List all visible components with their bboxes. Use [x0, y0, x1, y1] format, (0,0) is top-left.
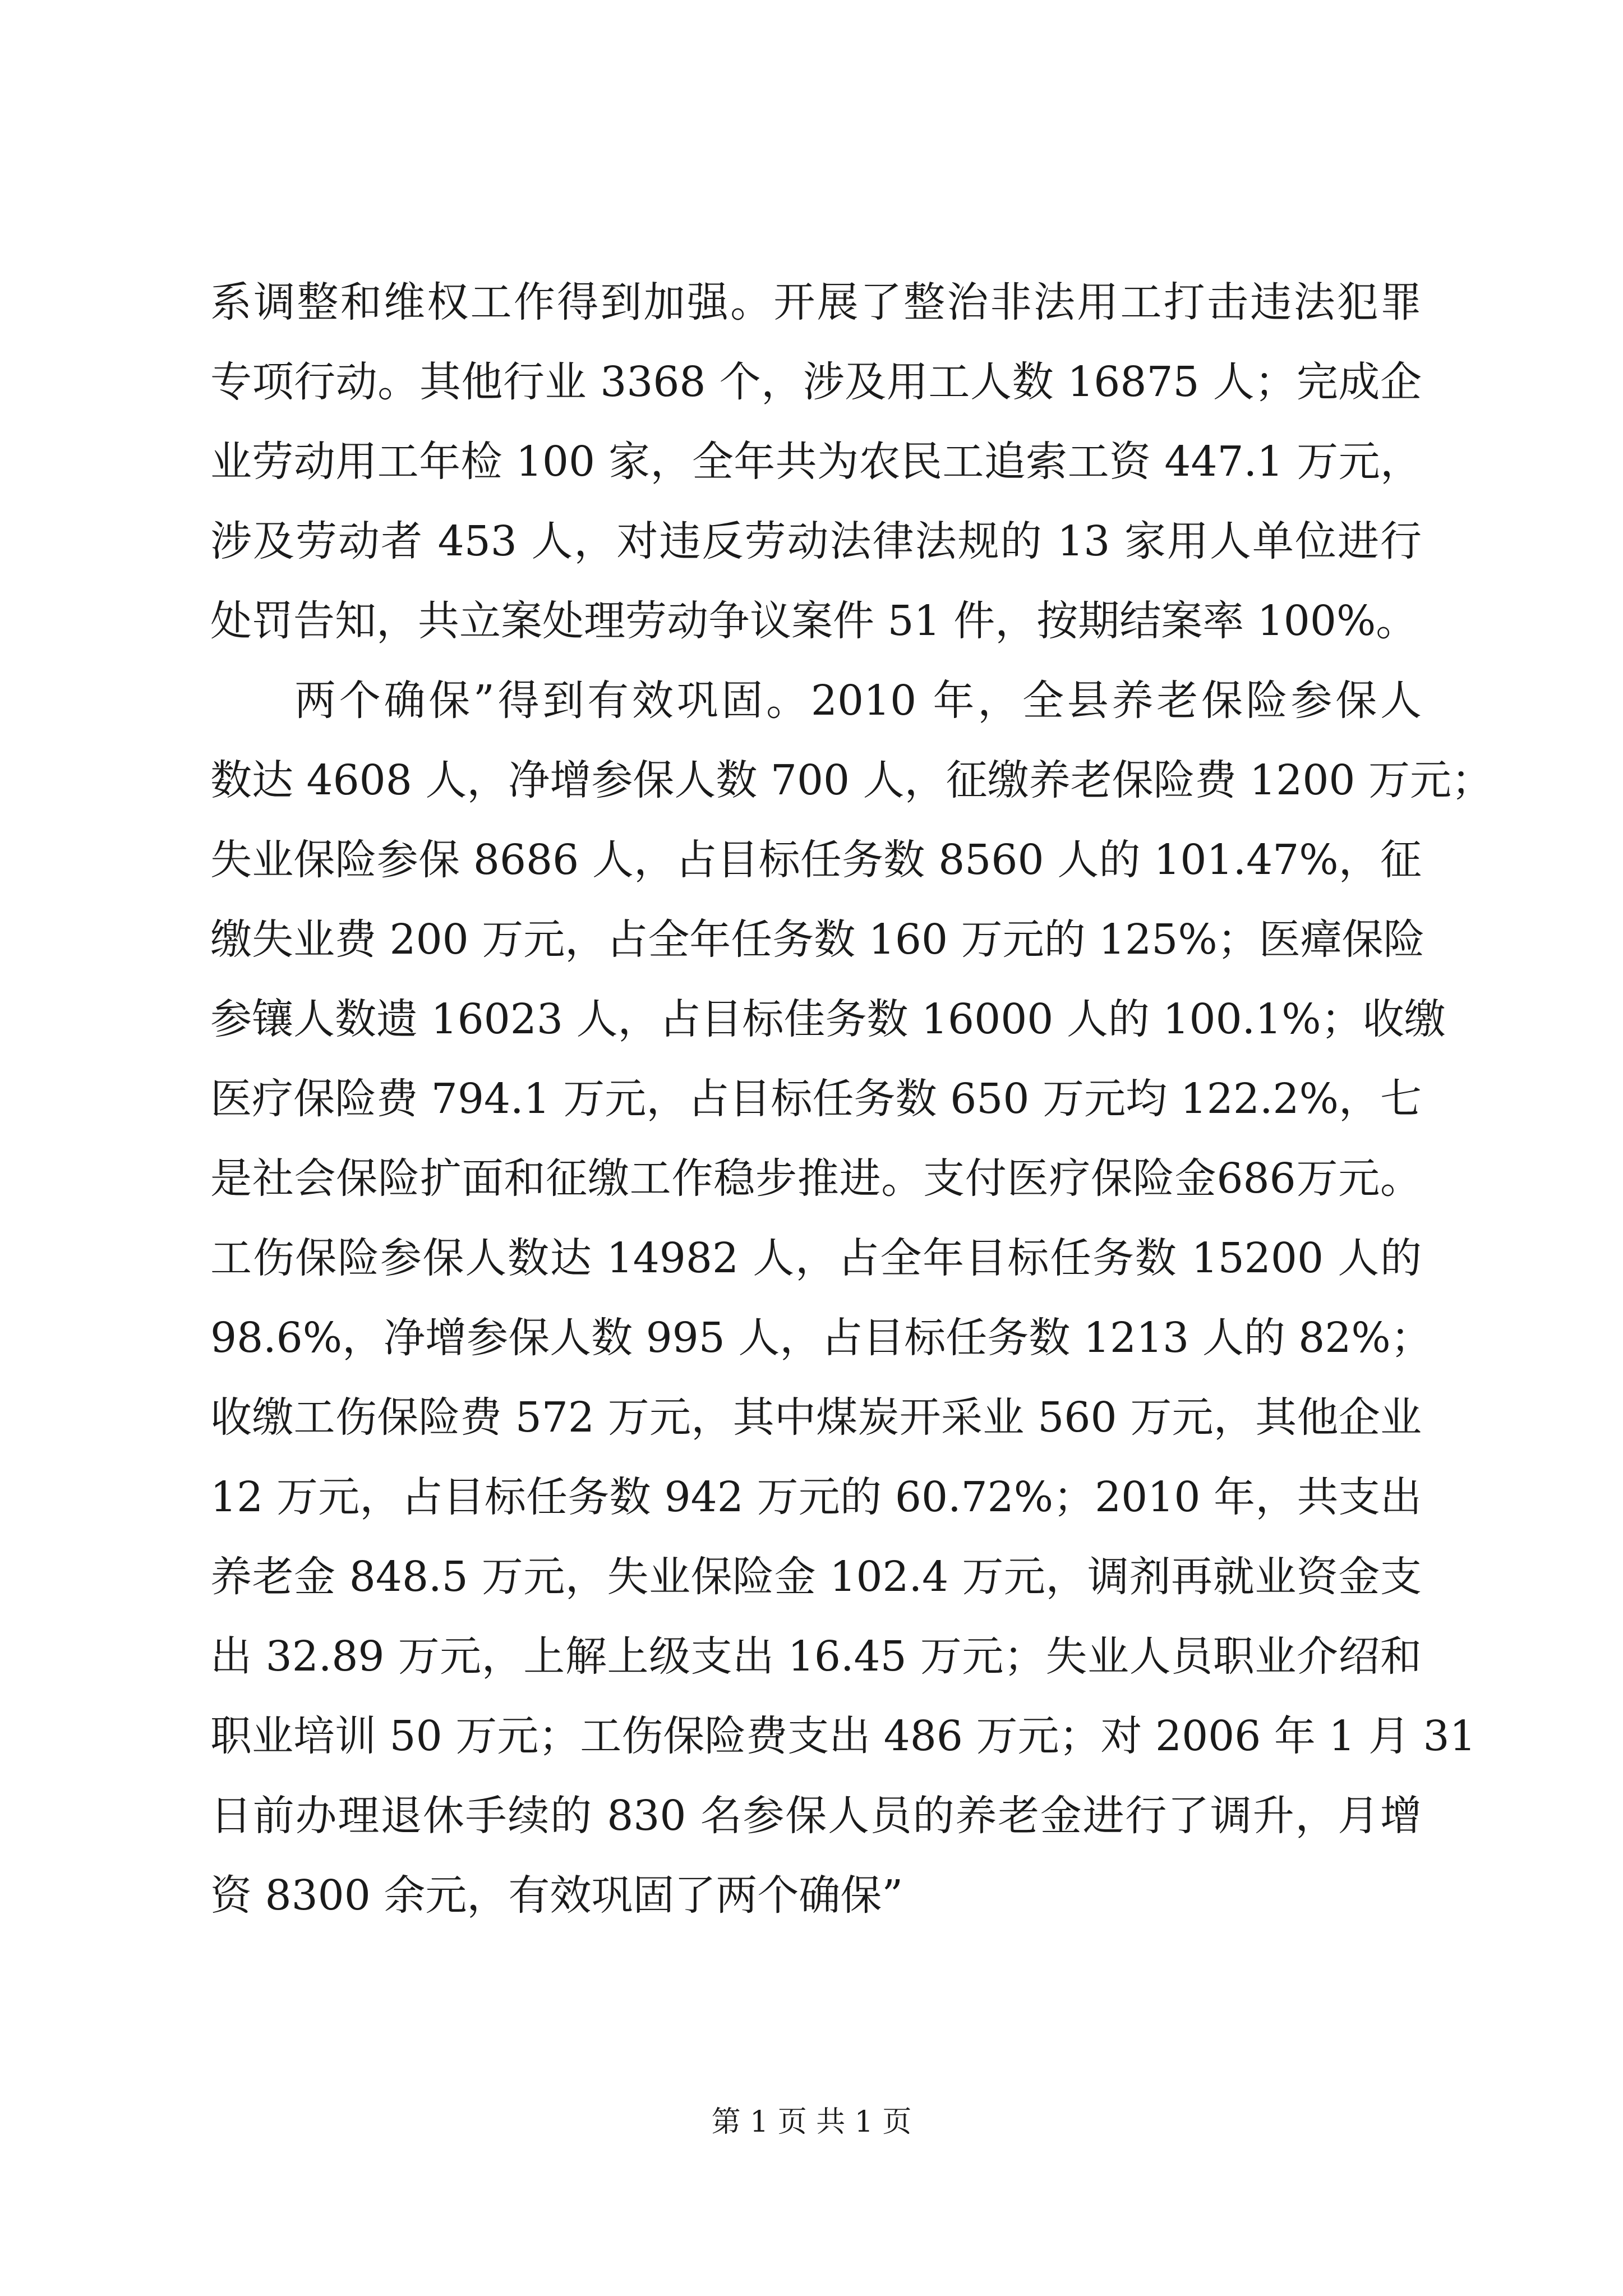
text-line: 缴失业费 200 万元，占全年任务数 160 万元的 125%；医瘴保险: [210, 915, 1425, 964]
document-body: [210, 263, 1493, 1935]
page-footer: 第 1 页 共 1 页: [711, 2105, 912, 2139]
text-line: 养老金 848.5 万元，失业保险金 102.4 万元，调剂再就业资金支: [210, 1553, 1422, 1601]
text-line: 处罚告知，共立案处理劳动争议案件 51 件，按期结案率 100%。: [210, 597, 1418, 645]
paragraph-first-line: 两个确保”得到有效巩固。2010 年，全县养老保险参保人: [294, 677, 1422, 725]
text-line: 12 万元，占目标任务数 942 万元的 60.72%；2010 年，共支出: [210, 1473, 1422, 1521]
text-line: 失业保险参保 8686 人，占目标任务数 8560 人的 101.47%，征: [210, 836, 1422, 884]
text-line: 系调整和维权工作得到加强。开展了整治非法用工打击违法犯罪: [210, 278, 1422, 326]
text-line: 医疗保险费 794.1 万元，占目标任务数 650 万元均 122.2%，七: [210, 1075, 1422, 1123]
text-line: 参镶人数遗 16023 人，占目标佳务数 16000 人的 100.1%；收缴: [210, 995, 1446, 1043]
text-line: 涉及劳动者 453 人，对违反劳动法律法规的 13 家用人单位进行: [210, 517, 1422, 565]
text-line: 工伤保险参保人数达 14982 人，占全年目标任务数 15200 人的: [210, 1234, 1422, 1282]
text-line: 98.6%，净增参保人数 995 人，占目标任务数 1213 人的 82%；: [210, 1314, 1432, 1362]
text-line: 专项行动。其他行业 3368 个，涉及用工人数 16875 人；完成企: [210, 358, 1422, 406]
text-line: 资 8300 余元，有效巩固了两个确保”: [210, 1871, 903, 1920]
text-line: 日前办理退休手续的 830 名参保人员的养老金进行了调升，月增: [210, 1792, 1422, 1840]
text-line: 收缴工伤保险费 572 万元，其中煤炭开采业 560 万元，其他企业: [210, 1393, 1422, 1442]
text-line: 是社会保险扩面和征缴工作稳步推进。支付医疗保险金686万元。: [210, 1154, 1422, 1203]
text-line: 职业培训 50 万元；工伤保险费支出 486 万元；对 2006 年 1 月 31: [210, 1712, 1476, 1760]
text-line: 出 32.89 万元，上解上级支出 16.45 万元；失业人员职业介绍和: [210, 1632, 1422, 1681]
text-line: 业劳动用工年检 100 家，全年共为农民工追索工资 447.1 万元，: [210, 438, 1422, 486]
text-line: 数达 4608 人，净增参保人数 700 人，征缴养老保险费 1200 万元；: [210, 756, 1493, 804]
